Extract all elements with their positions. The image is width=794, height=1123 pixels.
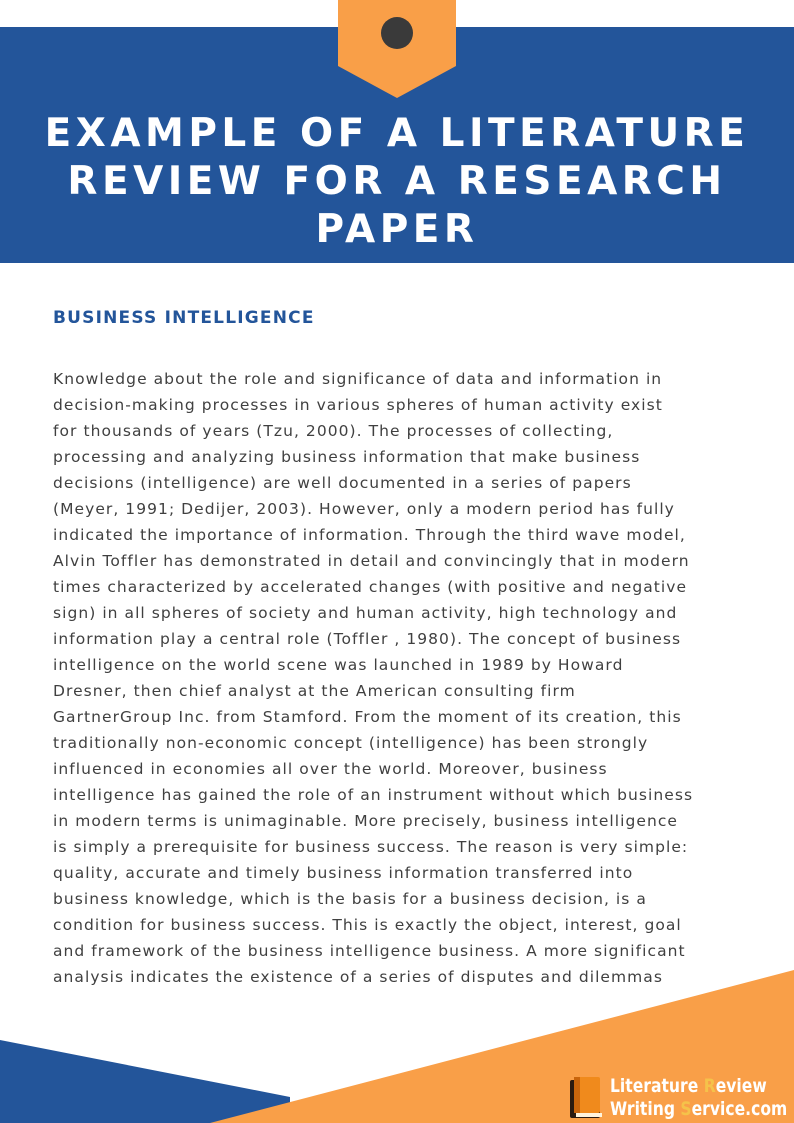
logo-text: eview [715,1075,767,1097]
body-line: information play a central role (Toffler , 1980). The concept of business [53,630,682,648]
book-icon [570,1077,604,1119]
badge-dot-icon [381,17,413,49]
logo-initial: R [703,1075,716,1097]
body-line: intelligence on the world scene was launched in 1989 by Howard [53,656,624,674]
section-heading: BUSINESS INTELLIGENCE [53,308,315,328]
body-line: for thousands of years (Tzu, 2000). The processes of collecting, [53,422,614,440]
body-line: times characterized by accelerated changes (with positive and negative [53,578,688,596]
title-line: REVIEW FOR A RESEARCH [67,159,727,204]
body-line: (Meyer, 1991; Dedijer, 2003). However, only a modern period has fully [53,500,675,518]
body-line: and framework of the business intelligence business. A more significant [53,942,686,960]
logo-text: Literature [610,1075,704,1097]
footer-blue-shape [0,1040,290,1123]
logo-text: ervice.com [691,1098,788,1120]
body-line: decision-making processes in various spheres of human activity exist [53,396,663,414]
title-line: PAPER [315,207,479,252]
brand-logo[interactable] [570,1075,790,1121]
body-line: analysis indicates the existence of a series of disputes and dilemmas [53,968,663,986]
body-line: intelligence has gained the role of an instrument without which business [53,786,694,804]
logo-initial: S [680,1098,692,1120]
body-line: quality, accurate and timely business information transferred into [53,864,634,882]
page-title [0,110,794,254]
body-line: Dresner, then chief analyst at the American consulting firm [53,682,576,700]
body-line: traditionally non-economic concept (intelligence) has been strongly [53,734,649,752]
body-line: sign) in all spheres of society and human activity, high technology and [53,604,678,622]
body-line: in modern terms is unimaginable. More precisely, business intelligence [53,812,678,830]
body-paragraph [53,366,769,990]
body-line: is simply a prerequisite for business success. The reason is very simple: [53,838,689,856]
body-line: Knowledge about the role and significance of data and information in [53,370,663,388]
title-line: EXAMPLE OF A LITERATURE [44,111,750,156]
logo-line-2 [610,1098,787,1120]
logo-text: Writing [610,1098,681,1120]
body-line: business knowledge, which is the basis for a business decision, is a [53,890,647,908]
body-line: processing and analyzing business information that make business [53,448,641,466]
logo-line-1 [610,1075,767,1097]
header-badge [0,0,794,100]
body-line: condition for business success. This is exactly the object, interest, goal [53,916,682,934]
body-line: GartnerGroup Inc. from Stamford. From the moment of its creation, this [53,708,682,726]
body-line: influenced in economies all over the world. Moreover, business [53,760,608,778]
body-line: indicated the importance of information. Through the third wave model, [53,526,686,544]
body-line: decisions (intelligence) are well documented in a series of papers [53,474,632,492]
body-line: Alvin Toffler has demonstrated in detail and convincingly that in modern [53,552,690,570]
